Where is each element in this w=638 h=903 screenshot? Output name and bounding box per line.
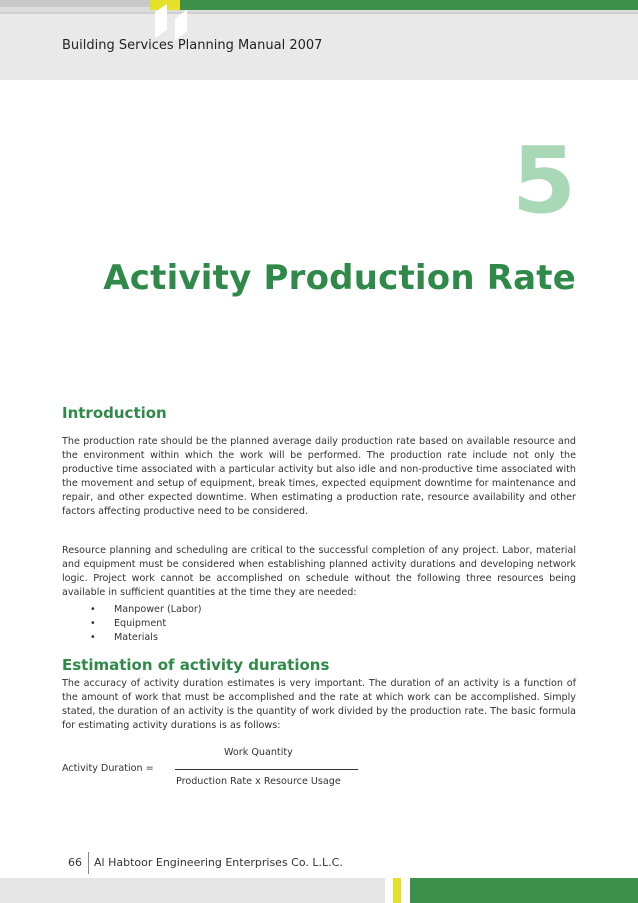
footer-band-green bbox=[410, 878, 638, 903]
list-item-label: Equipment bbox=[114, 618, 167, 629]
estimation-paragraph: The accuracy of activity duration estimates is very important. The duration of an activity is a function of the amount of work that must be accomplished and the rate at which work can be accomplished. Simply stated, the duration of an activity is the quantity of work divided by the production rate. The basic formula for estimating activity durations is as follows: bbox=[62, 678, 576, 731]
header-accent-green bbox=[180, 0, 638, 10]
formula-numerator: Work Quantity bbox=[224, 747, 293, 758]
running-header-title: Building Services Planning Manual 2007 bbox=[62, 38, 323, 53]
footer-band-gap-1 bbox=[385, 878, 393, 903]
introduction-paragraph-1: The production rate should be the planned average daily production rate based on available resource and the environment within which the work will be performed. The production rate include not only the productive time associated with a particular activity but also idle and non-productive time associated with the movement and setup of equipment, break times, expected equipment downtime for maintenance and repair, and other expected downtime. When estimating a production rate, resource availability and other factors affecting productive need to be considered. bbox=[62, 436, 576, 517]
footer-band-gap-2 bbox=[401, 878, 410, 903]
list-item bbox=[90, 617, 202, 631]
list-item-label: Materials bbox=[114, 632, 158, 643]
resource-list bbox=[90, 603, 202, 645]
bullet-icon: • bbox=[90, 604, 96, 615]
formula-lhs: Activity Duration = bbox=[62, 763, 154, 774]
estimation-heading: Estimation of activity durations bbox=[62, 656, 330, 674]
list-item bbox=[90, 631, 202, 645]
list-item-label: Manpower (Labor) bbox=[114, 604, 202, 615]
chapter-number: 5 bbox=[511, 127, 576, 234]
introduction-paragraph-2: Resource planning and scheduling are critical to the successful completion of any project. Labor, material and equipment must be considered when establishing planned activity durations and developing network logic. Project work cannot be accomplished on schedule without the following three resources being available in sufficient quantities at the time they are needed: bbox=[62, 545, 576, 598]
footer-band-yellow bbox=[393, 878, 401, 903]
formula-fraction-bar bbox=[175, 769, 358, 770]
footer-company: Al Habtoor Engineering Enterprises Co. L.L.C. bbox=[94, 856, 343, 869]
bullet-icon: • bbox=[90, 618, 96, 629]
page-number: 66 bbox=[62, 852, 89, 874]
formula-denominator: Production Rate x Resource Usage bbox=[176, 776, 341, 787]
page-footer bbox=[0, 848, 638, 903]
chapter-title: Activity Production Rate bbox=[103, 258, 576, 298]
introduction-heading: Introduction bbox=[62, 404, 167, 422]
list-item bbox=[90, 603, 202, 617]
bullet-icon: • bbox=[90, 632, 96, 643]
footer-band-grey bbox=[0, 878, 385, 903]
header-rule bbox=[0, 12, 638, 14]
header-accent-grey bbox=[0, 0, 150, 7]
